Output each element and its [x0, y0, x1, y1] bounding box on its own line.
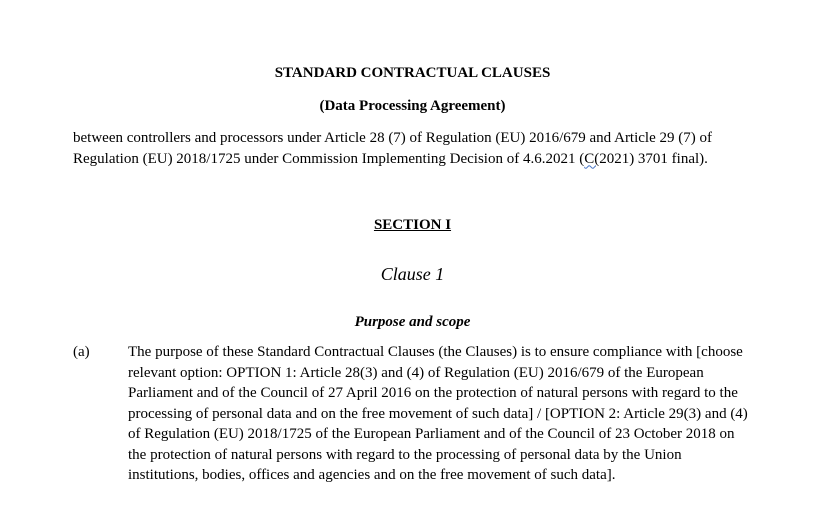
paragraph-marker: (a)	[73, 344, 90, 360]
intro-text: between controllers and processors under Article 28 (7) of Regulation (EU) 2016/679 and Article 29 (7) of Regulation (EU) 2018/1725 under Commission Implementing Decision of 4.6.2021 (	[73, 130, 712, 167]
section-heading: SECTION I	[373, 217, 452, 233]
clause-heading: Clause 1	[380, 264, 445, 284]
paragraph-text: The purpose of these Standard Contractual Clauses (the Clauses) is to ensure compliance with [choose relevant option: OPTION 1: Article 28(3) and (4) of Regulation (EU) 2016/679 of the European Parliament and of the Council of 27 April 2016 on the protection of natural persons with regard to the processing of personal data and on the free movement of such data] / [OPTION 2: Article 29(3) and (4) of Regulation (EU) 2018/1725 of the European Parliament and of the Council of 23 October 2018 on the protection of natural persons with regard to the processing of personal data by the Union institutions, bodies, offices and agencies and on the free movement of such data].	[128, 344, 748, 483]
spellcheck-flagged-text: C(	[584, 150, 600, 167]
intro-text-end: 2021) 3701 final).	[599, 150, 708, 167]
intro-paragraph	[73, 128, 763, 169]
document-title: STANDARD CONTRACTUAL CLAUSES	[274, 65, 551, 81]
document-subtitle: (Data Processing Agreement)	[319, 98, 506, 114]
clause-subheading: Purpose and scope	[354, 314, 471, 330]
